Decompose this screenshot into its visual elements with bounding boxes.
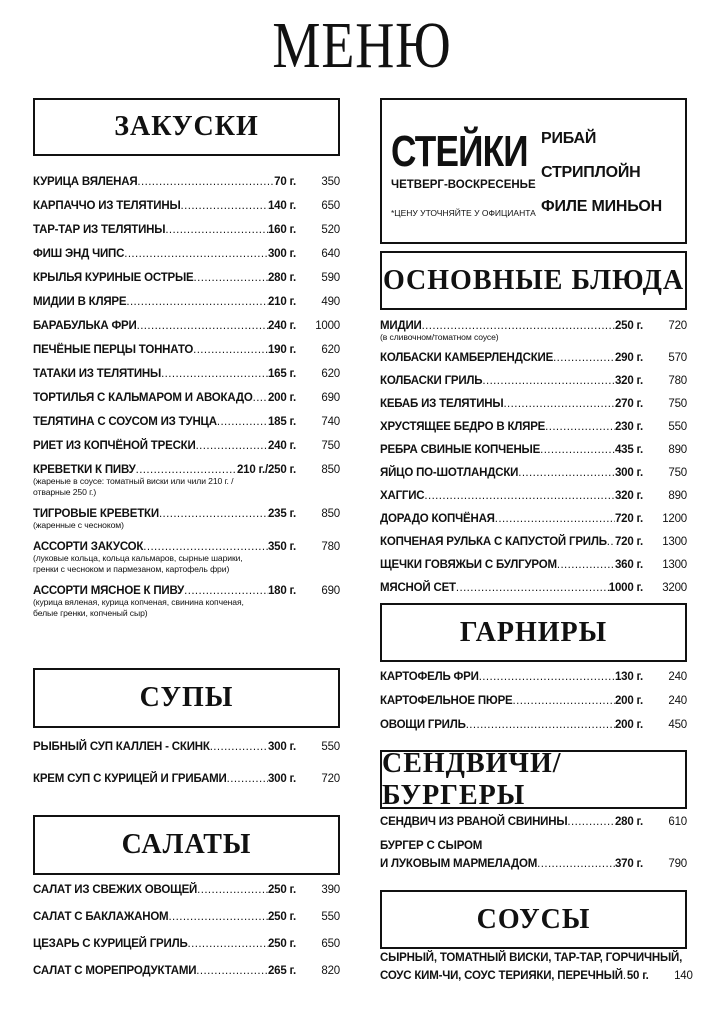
list-item — [380, 816, 687, 828]
list-item — [380, 444, 687, 456]
dot-leader — [184, 585, 268, 597]
section-header-sauces: СОУСЫ — [380, 890, 687, 949]
item-line — [33, 416, 340, 428]
item-line — [33, 224, 340, 236]
list-item — [33, 200, 340, 212]
item-line — [33, 541, 340, 553]
list-item — [33, 965, 340, 977]
dot-leader — [210, 741, 268, 753]
item-line — [33, 773, 340, 785]
dot-leader — [479, 671, 615, 683]
dot-leader — [181, 200, 268, 212]
item-line — [380, 719, 687, 731]
item-price: 750 — [668, 398, 687, 410]
item-line — [380, 582, 687, 594]
item-weight: 130 г. — [614, 671, 643, 683]
item-name: АССОРТИ ЗАКУСОК — [33, 541, 144, 553]
list-item — [33, 541, 340, 575]
item-price: 1200 — [662, 513, 687, 525]
item-weight: 280 г. — [614, 816, 643, 828]
item-line — [380, 398, 687, 410]
item-price: 3200 — [662, 582, 687, 594]
item-name: МИДИИ В КЛЯРЕ — [33, 296, 127, 308]
item-line — [380, 695, 687, 707]
item-name: РЕБРА СВИНЫЕ КОПЧЕНЫЕ — [380, 444, 541, 456]
list-item — [33, 320, 340, 332]
item-weight: 240 г. — [267, 440, 296, 452]
dot-leader — [227, 773, 268, 785]
item-price: 450 — [668, 719, 687, 731]
item-weight: 200 г. — [614, 695, 643, 707]
item-weight: 270 г. — [614, 398, 643, 410]
item-price: 750 — [321, 440, 340, 452]
list-item — [33, 741, 340, 753]
list-item — [33, 224, 340, 236]
list-item — [380, 536, 687, 548]
section-header-snacks: ЗАКУСКИ — [33, 98, 340, 156]
list-item — [33, 884, 340, 896]
item-weight: 320 г. — [614, 490, 643, 502]
item-weight: 360 г. — [614, 559, 643, 571]
dot-leader — [188, 938, 268, 950]
item-price: 820 — [321, 965, 340, 977]
list-item — [380, 467, 687, 479]
item-name: ЩЕЧКИ ГОВЯЖЬИ С БУЛГУРОМ — [380, 559, 557, 571]
list-item — [33, 773, 340, 785]
item-line — [380, 559, 687, 571]
section-header-salads: САЛАТЫ — [33, 815, 340, 875]
dot-leader — [143, 541, 268, 553]
item-price: 490 — [321, 296, 340, 308]
list-item — [33, 368, 340, 380]
item-price: 790 — [668, 858, 687, 870]
item-line — [33, 965, 340, 977]
item-note: (жаренные с чесноком) — [33, 520, 124, 530]
item-line — [380, 671, 687, 683]
list-item — [33, 938, 340, 950]
item-name: ХАГГИС — [380, 490, 425, 502]
item-line — [33, 272, 340, 284]
item-weight: 250 г. — [614, 320, 643, 332]
item-price: 140 — [674, 970, 693, 982]
item-weight: 370 г. — [614, 858, 643, 870]
list-item — [33, 272, 340, 284]
dot-leader — [196, 440, 268, 452]
item-line — [33, 176, 340, 188]
item-weight: 300 г. — [267, 741, 296, 753]
item-line — [380, 320, 687, 332]
item-line — [33, 344, 340, 356]
list-item — [380, 352, 687, 364]
item-line — [33, 296, 340, 308]
item-weight: 250 г. — [267, 938, 296, 950]
item-weight: 185 г. — [267, 416, 296, 428]
dot-leader — [197, 884, 268, 896]
item-weight: 235 г. — [267, 508, 296, 520]
dot-leader — [194, 272, 268, 284]
item-weight: 320 г. — [614, 375, 643, 387]
dot-leader — [137, 176, 274, 188]
item-name: КАРТОФЕЛЬ ФРИ — [380, 671, 479, 683]
dot-leader — [137, 320, 268, 332]
dot-leader — [126, 296, 268, 308]
item-line — [380, 513, 687, 525]
item-weight: 435 г. — [614, 444, 643, 456]
item-price: 650 — [321, 200, 340, 212]
list-item — [380, 513, 687, 525]
item-price: 1300 — [662, 536, 687, 548]
item-name: ЦЕЗАРЬ С КУРИЦЕЙ ГРИЛЬ — [33, 938, 188, 950]
item-name: ОВОЩИ ГРИЛЬ — [380, 719, 466, 731]
item-price: 740 — [321, 416, 340, 428]
item-price: 1000 — [315, 320, 340, 332]
item-weight: 720 г. — [614, 513, 643, 525]
item-price: 640 — [321, 248, 340, 260]
list-item — [33, 296, 340, 308]
dot-leader — [136, 464, 237, 476]
item-line — [33, 248, 340, 260]
item-weight: 280 г. — [267, 272, 296, 284]
item-name: ПЕЧЁНЫЕ ПЕРЦЫ ТОННАТО — [33, 344, 194, 356]
item-name: АССОРТИ МЯСНОЕ К ПИВУ — [33, 585, 185, 597]
item-line — [380, 352, 687, 364]
dot-leader — [513, 695, 615, 707]
item-name: КЕБАБ ИЗ ТЕЛЯТИНЫ — [380, 398, 504, 410]
steaks-note: *ЦЕНУ УТОЧНЯЙТЕ У ОФИЦИАНТА — [391, 208, 536, 218]
item-weight: 140 г. — [267, 200, 296, 212]
item-price: 240 — [668, 671, 687, 683]
item-name: ТОРТИЛЬЯ С КАЛЬМАРОМ И АВОКАДО — [33, 392, 253, 404]
list-item — [33, 248, 340, 260]
item-weight: 190 г. — [267, 344, 296, 356]
item-name: МЯСНОЙ СЕТ — [380, 582, 456, 594]
item-line — [33, 320, 340, 332]
item-weight: 720 г. — [614, 536, 643, 548]
item-price: 1300 — [662, 559, 687, 571]
item-price: 620 — [321, 344, 340, 356]
item-name: ХРУСТЯЩЕЕ БЕДРО В КЛЯРЕ — [380, 421, 546, 433]
item-price: 850 — [321, 464, 340, 476]
list-item — [380, 970, 693, 982]
item-line — [33, 585, 340, 597]
list-item — [380, 398, 687, 410]
item-name: ТАР-ТАР ИЗ ТЕЛЯТИНЫ — [33, 224, 166, 236]
item-price: 550 — [321, 741, 340, 753]
item-note: белые гренки, копченый сыр) — [33, 608, 148, 618]
item-note: (курица вяленая, курица копченая, свинина копченая, — [33, 597, 244, 607]
list-item — [33, 416, 340, 428]
list-item — [33, 585, 340, 619]
item-price: 690 — [321, 585, 340, 597]
item-weight: 290 г. — [614, 352, 643, 364]
item-weight: 250 г. — [267, 911, 296, 923]
item-weight: 300 г. — [614, 467, 643, 479]
item-line — [33, 938, 340, 950]
item-weight: 250 г. — [267, 884, 296, 896]
item-price: 650 — [321, 938, 340, 950]
list-item — [33, 464, 340, 498]
list-item — [380, 719, 687, 731]
item-name: БАРАБУЛЬКА ФРИ — [33, 320, 137, 332]
item-line — [33, 508, 340, 520]
steak-cut-striploin: СТРИПЛОЙН — [541, 164, 641, 181]
item-price: 850 — [321, 508, 340, 520]
item-price: 750 — [668, 467, 687, 479]
item-name: КОЛБАСКИ ГРИЛЬ — [380, 375, 483, 387]
steaks-title: СТЕЙКИ — [391, 127, 528, 176]
steak-cut-ribeye: РИБАЙ — [541, 130, 597, 147]
item-name: КУРИЦА ВЯЛЕНАЯ — [33, 176, 138, 188]
dot-leader — [193, 344, 268, 356]
item-price: 720 — [321, 773, 340, 785]
steaks-days: ЧЕТВЕРГ-ВОСКРЕСЕНЬЕ — [391, 179, 536, 191]
item-name: ТИГРОВЫЕ КРЕВЕТКИ — [33, 508, 159, 520]
section-header-sandwiches: СЕНДВИЧИ/БУРГЕРЫ — [380, 750, 687, 809]
item-price: 520 — [321, 224, 340, 236]
dot-leader — [161, 368, 268, 380]
list-item — [380, 320, 687, 343]
list-item — [380, 582, 687, 594]
item-note: (жареные в соусе: томатный виски или чили 210 г. / — [33, 476, 234, 486]
item-line — [380, 444, 687, 456]
list-item — [33, 344, 340, 356]
item-line — [380, 467, 687, 479]
list-item — [380, 671, 687, 683]
item-name: КАРПАЧЧО ИЗ ТЕЛЯТИНЫ — [33, 200, 181, 212]
dot-leader — [567, 816, 615, 828]
item-price: 550 — [321, 911, 340, 923]
dot-leader — [422, 320, 615, 332]
item-weight: 50 г. — [626, 970, 649, 982]
section-header-sides: ГАРНИРЫ — [380, 603, 687, 662]
dot-leader — [537, 858, 615, 870]
item-name: РИЕТ ИЗ КОПЧЁНОЙ ТРЕСКИ — [33, 440, 196, 452]
item-price: 350 — [321, 176, 340, 188]
item-price: 390 — [321, 884, 340, 896]
item-price: 780 — [668, 375, 687, 387]
item-name: КРЫЛЬЯ КУРИНЫЕ ОСТРЫЕ — [33, 272, 194, 284]
list-item — [380, 858, 687, 870]
item-price: 890 — [668, 444, 687, 456]
item-weight: 200 г. — [267, 392, 296, 404]
list-item — [33, 508, 340, 531]
item-price: 610 — [668, 816, 687, 828]
dot-leader — [165, 224, 268, 236]
item-name: И ЛУКОВЫМ МАРМЕЛАДОМ — [380, 858, 538, 870]
item-name: РЫБНЫЙ СУП КАЛЛЕН - СКИНК — [33, 741, 210, 753]
item-name: КАРТОФЕЛЬНОЕ ПЮРЕ — [380, 695, 513, 707]
item-note: гренки с чесноком и пармезаном, картофель фри) — [33, 564, 230, 574]
dot-leader — [217, 416, 268, 428]
item-line — [33, 741, 340, 753]
steak-cut-filet-mignon: ФИЛЕ МИНЬОН — [541, 198, 662, 215]
item-name: МИДИИ — [380, 320, 422, 332]
item-price: 620 — [321, 368, 340, 380]
item-name: ДОРАДО КОПЧЁНАЯ — [380, 513, 495, 525]
section-header-mains: ОСНОВНЫЕ БЛЮДА — [380, 251, 687, 310]
item-line — [33, 368, 340, 380]
dot-leader — [518, 467, 615, 479]
item-line — [380, 536, 687, 548]
item-weight: 210 г. — [267, 296, 296, 308]
dot-leader — [482, 375, 615, 387]
item-weight: 70 г. — [274, 176, 296, 188]
list-item — [380, 559, 687, 571]
item-line — [380, 490, 687, 502]
item-weight: 1000 г. — [608, 582, 643, 594]
item-weight: 160 г. — [267, 224, 296, 236]
item-weight: 180 г. — [267, 585, 296, 597]
item-weight: 300 г. — [267, 773, 296, 785]
item-note: отварные 250 г.) — [33, 487, 97, 497]
item-price: 590 — [321, 272, 340, 284]
item-price: 240 — [668, 695, 687, 707]
list-item — [33, 440, 340, 452]
item-weight: 240 г. — [267, 320, 296, 332]
steaks-box — [380, 98, 687, 244]
dot-leader — [168, 911, 268, 923]
item-line — [33, 200, 340, 212]
dot-leader — [503, 398, 615, 410]
item-price: 690 — [321, 392, 340, 404]
item-weight: 300 г. — [267, 248, 296, 260]
item-name: СЕНДВИЧ ИЗ РВАНОЙ СВИНИНЫ — [380, 816, 568, 828]
item-line — [33, 464, 340, 476]
dot-leader — [124, 248, 268, 260]
item-weight: 230 г. — [614, 421, 643, 433]
item-line — [380, 421, 687, 433]
item-name: КРЕМ СУП С КУРИЦЕЙ И ГРИБАМИ — [33, 773, 227, 785]
item-name: ФИШ ЭНД ЧИПС — [33, 248, 125, 260]
dot-leader — [553, 352, 615, 364]
item-name: ЯЙЦО ПО-ШОТЛАНДСКИ — [380, 467, 519, 479]
menu-title: МЕНЮ — [272, 9, 452, 82]
dot-leader — [466, 719, 615, 731]
item-name: ТЕЛЯТИНА С СОУСОМ ИЗ ТУНЦА — [33, 416, 217, 428]
item-line — [33, 440, 340, 452]
item-name: САЛАТ С МОРЕПРОДУКТАМИ — [33, 965, 197, 977]
dot-leader — [159, 508, 268, 520]
dot-leader — [557, 559, 615, 571]
item-line — [33, 911, 340, 923]
item-price: 890 — [668, 490, 687, 502]
dot-leader — [456, 582, 609, 594]
item-price: 550 — [668, 421, 687, 433]
item-name: ТАТАКИ ИЗ ТЕЛЯТИНЫ — [33, 368, 162, 380]
item-price: 570 — [668, 352, 687, 364]
dot-leader — [607, 536, 615, 548]
list-item — [33, 176, 340, 188]
item-name-line1: БУРГЕР С СЫРОМ — [380, 840, 483, 852]
item-price: 780 — [321, 541, 340, 553]
item-weight: 165 г. — [267, 368, 296, 380]
item-weight: 265 г. — [267, 965, 296, 977]
item-name: СОУС КИМ-ЧИ, СОУС ТЕРИЯКИ, ПЕРЕЧНЫЙ — [380, 970, 623, 982]
dot-leader — [540, 444, 615, 456]
item-name: КРЕВЕТКИ К ПИВУ — [33, 464, 136, 476]
item-name: САЛАТ ИЗ СВЕЖИХ ОВОЩЕЙ — [33, 884, 198, 896]
item-name: КОПЧЕНАЯ РУЛЬКА С КАПУСТОЙ ГРИЛЬ — [380, 536, 607, 548]
dot-leader — [424, 490, 615, 502]
item-line — [380, 375, 687, 387]
list-item — [380, 375, 687, 387]
item-weight: 200 г. — [614, 719, 643, 731]
list-item — [380, 490, 687, 502]
item-name: САЛАТ С БАКЛАЖАНОМ — [33, 911, 169, 923]
item-weight: 350 г. — [267, 541, 296, 553]
section-header-soups: СУПЫ — [33, 668, 340, 728]
list-item — [380, 695, 687, 707]
item-line — [33, 884, 340, 896]
sauces-line1: СЫРНЫЙ, ТОМАТНЫЙ ВИСКИ, ТАР-ТАР, ГОРЧИЧНЫЙ, — [380, 952, 683, 964]
item-note: (луковые кольца, кольца кальмаров, сырные шарики, — [33, 553, 243, 563]
item-note: (в сливочном/томатном соусе) — [380, 332, 499, 342]
dot-leader — [253, 392, 268, 404]
item-price: 720 — [668, 320, 687, 332]
item-weight: 210 г./250 г. — [236, 464, 296, 476]
dot-leader — [196, 965, 268, 977]
dot-leader — [495, 513, 615, 525]
dot-leader — [545, 421, 615, 433]
item-line — [33, 392, 340, 404]
list-item — [33, 911, 340, 923]
list-item — [33, 392, 340, 404]
list-item — [380, 421, 687, 433]
item-name: КОЛБАСКИ КАМБЕРЛЕНДСКИЕ — [380, 352, 554, 364]
